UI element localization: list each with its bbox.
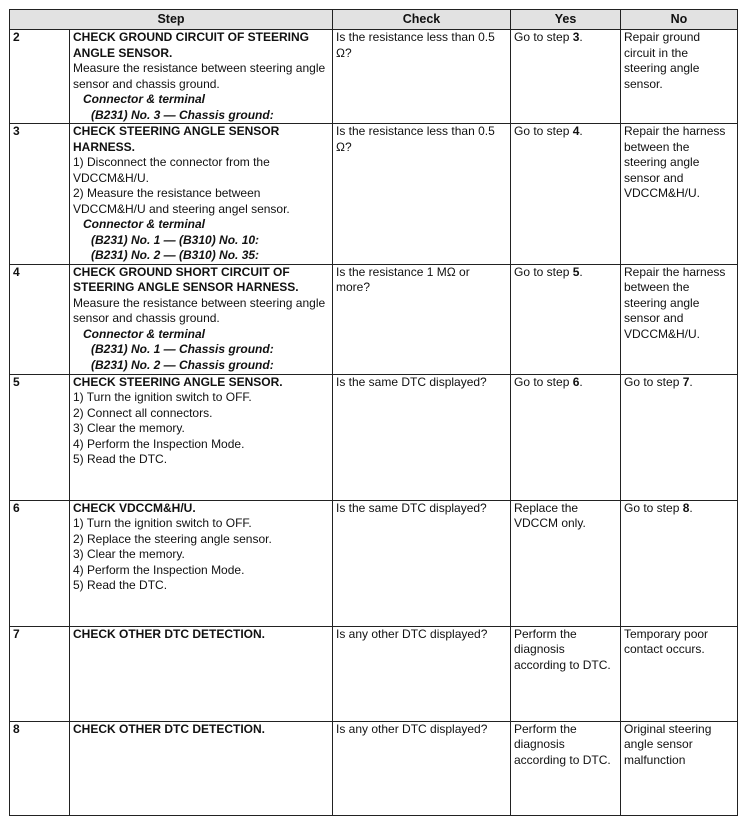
step-cell (70, 30, 333, 124)
step-number: 5 (10, 374, 70, 500)
step-description: Measure the resistance between steering angle sensor and chassis ground. (73, 61, 326, 91)
yes-cell (511, 374, 621, 500)
table-row (10, 500, 738, 626)
yes-cell (511, 124, 621, 265)
yes-suffix: . (579, 264, 583, 279)
step-cell (70, 124, 333, 265)
step-cell (70, 500, 333, 626)
no-prefix: Go to step (624, 500, 683, 515)
substep: 3) Clear the memory. (73, 547, 185, 561)
no-cell: Repair the harness between the steering angle sensor and VDCCM&H/U. (621, 124, 738, 265)
table-row (10, 30, 738, 124)
connector-line: (B231) No. 2 — Chassis ground: (91, 357, 274, 372)
check-cell: Is any other DTC displayed? (333, 626, 511, 721)
table-row (10, 124, 738, 265)
table-row (10, 626, 738, 721)
connector-line: (B231) No. 1 — Chassis ground: (91, 342, 274, 356)
step-title: CHECK VDCCM&H/U. (73, 500, 196, 515)
check-cell: Is the resistance less than 0.5 Ω? (333, 30, 511, 124)
yes-suffix: . (579, 374, 583, 389)
step-cell (70, 374, 333, 500)
no-cell (621, 374, 738, 500)
check-cell: Is the resistance less than 0.5 Ω? (333, 124, 511, 265)
substep-list (73, 390, 329, 468)
step-title: CHECK STEERING ANGLE SENSOR. (73, 374, 283, 389)
substep: 5) Read the DTC. (73, 578, 168, 592)
yes-prefix: Go to step (514, 124, 573, 138)
connector-label: Connector & terminal (83, 217, 206, 231)
header-yes: Yes (511, 10, 621, 30)
no-cell: Repair the harness between the steering angle sensor and VDCCM&H/U. (621, 264, 738, 374)
yes-step-ref: 6 (572, 374, 580, 389)
step-cell (70, 626, 333, 721)
table-row (10, 264, 738, 374)
substep: 1) Disconnect the connector from the VDCCM&H/U. (73, 155, 270, 185)
check-cell: Is the same DTC displayed? (333, 500, 511, 626)
substep: 4) Perform the Inspection Mode. (73, 562, 245, 577)
header-check: Check (333, 10, 511, 30)
check-cell: Is the resistance 1 MΩ or more? (333, 264, 511, 374)
no-suffix: . (689, 374, 693, 389)
step-title: CHECK OTHER DTC DETECTION. (73, 626, 265, 641)
substep: 2) Measure the resistance between VDCCM&H/U and steering angel sensor. (73, 186, 290, 216)
check-cell: Is the same DTC displayed? (333, 374, 511, 500)
step-number: 8 (10, 721, 70, 815)
step-cell (70, 264, 333, 374)
step-number: 7 (10, 626, 70, 721)
connector-line: (B231) No. 1 — (B310) No. 10: (91, 232, 260, 247)
substep: 5) Read the DTC. (73, 452, 168, 466)
connector-line: (B231) No. 3 — Chassis ground: (91, 107, 274, 122)
header-no: No (621, 10, 738, 30)
table-row (10, 374, 738, 500)
no-suffix: . (689, 500, 693, 515)
no-cell: Original steering angle sensor malfunction (621, 721, 738, 815)
yes-cell (511, 264, 621, 374)
substep: 2) Replace the steering angle sensor. (73, 531, 272, 546)
connector-label: Connector & terminal (83, 92, 206, 106)
substep: 1) Turn the ignition switch to OFF. (73, 516, 252, 530)
substep-list (73, 516, 329, 594)
connector-line: (B231) No. 2 — (B310) No. 35: (91, 248, 260, 262)
substep: 3) Clear the memory. (73, 421, 185, 435)
table-row (10, 721, 738, 815)
step-title: CHECK STEERING ANGLE SENSOR HARNESS. (73, 124, 280, 154)
yes-prefix: Go to step (514, 374, 573, 389)
substep: 2) Connect all connectors. (73, 405, 213, 420)
step-number: 2 (10, 30, 70, 124)
substep-list (73, 155, 329, 217)
step-title: CHECK OTHER DTC DETECTION. (73, 721, 265, 736)
yes-prefix: Go to step (514, 264, 573, 279)
step-cell (70, 721, 333, 815)
step-description: Measure the resistance between steering angle sensor and chassis ground. (73, 295, 326, 325)
no-cell: Repair ground circuit in the steering angle sensor. (621, 30, 738, 124)
no-cell (621, 500, 738, 626)
step-title: CHECK GROUND SHORT CIRCUIT OF STEERING ANGLE SENSOR HARNESS. (73, 264, 299, 294)
step-number: 4 (10, 264, 70, 374)
check-cell: Is any other DTC displayed? (333, 721, 511, 815)
no-step-ref: 7 (682, 374, 690, 389)
yes-step-ref: 3 (572, 30, 580, 44)
diagnostic-table (9, 9, 738, 816)
no-cell: Temporary poor contact occurs. (621, 626, 738, 721)
yes-prefix: Go to step (514, 30, 573, 44)
yes-cell: Perform the diagnosis according to DTC. (511, 626, 621, 721)
substep: 4) Perform the Inspection Mode. (73, 436, 245, 451)
no-prefix: Go to step (624, 374, 683, 389)
yes-cell: Replace the VDCCM only. (511, 500, 621, 626)
yes-suffix: . (579, 30, 583, 44)
step-title: CHECK GROUND CIRCUIT OF STEERING ANGLE SENSOR. (73, 30, 310, 60)
yes-suffix: . (579, 124, 583, 138)
yes-step-ref: 4 (572, 124, 580, 138)
yes-cell: Perform the diagnosis according to DTC. (511, 721, 621, 815)
no-step-ref: 8 (682, 500, 690, 515)
yes-step-ref: 5 (572, 264, 580, 279)
substep: 1) Turn the ignition switch to OFF. (73, 390, 252, 404)
header-row (10, 10, 738, 30)
yes-cell (511, 30, 621, 124)
header-step: Step (10, 10, 333, 30)
step-number: 3 (10, 124, 70, 265)
connector-label: Connector & terminal (83, 326, 206, 341)
step-number: 6 (10, 500, 70, 626)
